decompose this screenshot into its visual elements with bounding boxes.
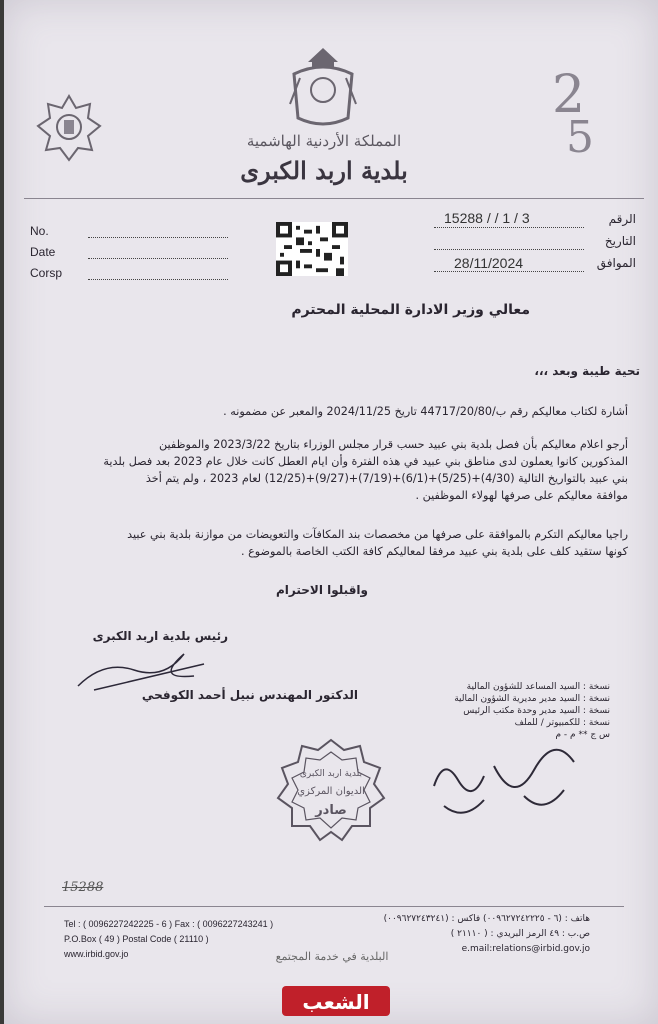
greeting: تحية طيبة وبعد ،،، bbox=[534, 364, 640, 378]
qr-code bbox=[276, 222, 348, 276]
cc-item: نسخة : للكمبيوتر / للملف bbox=[514, 718, 610, 728]
reference-number: 15288 / / 1 / 3 bbox=[444, 210, 530, 226]
paragraph-2-line-3: بني عبيد بالتواريخ التالية (4/30)+(5/25)+(6/1)+(7/19)+(9/27)+(12/25) لعام 2023 ، ولم يتم أخذ bbox=[145, 472, 628, 485]
closing-line: واقبلوا الاحترام bbox=[275, 583, 368, 597]
header-divider bbox=[24, 198, 644, 199]
en-no-label: No. bbox=[30, 224, 49, 238]
footer-ar-phone: هاتف : (٦ - ٠٠٩٦٢٧٢٤٢٢٢٥) فاكس : (٠٠٩٦٢٧٢٤٣٢٤١) bbox=[383, 914, 590, 924]
letter-page bbox=[4, 0, 658, 1024]
number-line bbox=[434, 226, 584, 228]
svg-text:5: 5 bbox=[566, 112, 594, 163]
stamp-line-1: بلدية اربد الكبرى bbox=[299, 769, 363, 779]
en-corsp-label: Corsp bbox=[30, 266, 63, 280]
footer-motto: البلدية في خدمة المجتمع bbox=[275, 950, 389, 963]
footer-ar-postal: ص.ب : ٤٩ الرمز البريدي : ( ٢١١١٠ ) bbox=[450, 929, 590, 939]
cc-item: نسخة : السيد المساعد للشؤون المالية bbox=[466, 682, 610, 692]
paragraph-1: أشارة لكتاب معاليكم رقم ب/44717/20/80 تاريخ 2024/11/25 والمعبر عن مضمونه . bbox=[223, 405, 628, 418]
kingdom-title: المملكة الأردنية الهاشمية bbox=[246, 132, 402, 150]
footer-english bbox=[64, 917, 294, 962]
en-date-label: Date bbox=[30, 245, 56, 259]
footer-divider bbox=[44, 906, 624, 907]
footer-en-postal: P.O.Box ( 49 ) Postal Code ( 21110 ) bbox=[64, 934, 209, 944]
municipality-emblem bbox=[36, 94, 102, 174]
paragraph-2-line-4: موافقة معاليكم على صرفها لهولاء الموظفين . bbox=[415, 489, 628, 502]
handwritten-number: 15288 bbox=[62, 880, 104, 895]
svg-text:2: 2 bbox=[552, 65, 586, 125]
date-line bbox=[434, 248, 584, 250]
ar-number-label: الرقم bbox=[608, 212, 636, 226]
stamp-line-3: صادر bbox=[315, 803, 347, 818]
cc-item: س ج ** م - م bbox=[555, 730, 610, 740]
en-no-line bbox=[88, 236, 228, 238]
news-watermark-logo bbox=[276, 980, 396, 1020]
paragraph-3-line-2: كونها ستقيد كلف على بلدية بني عبيد مرفقا لمعاليكم كافة الكتب الخاصة بالموضوع . bbox=[240, 545, 628, 558]
recipient-line: معالي وزير الادارة المحلية المحترم bbox=[291, 302, 530, 318]
ar-date-label: التاريخ bbox=[604, 234, 636, 248]
official-stamp bbox=[272, 736, 390, 846]
handwritten-annotation bbox=[424, 746, 594, 826]
signatory-title: رئيس بلدية اربد الكبرى bbox=[92, 629, 228, 643]
paragraph-2-line-2: المذكورين كانوا يعملون لدى مناطق بني عبيد في هذه الفترة وأن ايام العطل كانت خلال عام 2023 بعد فصل بلدية bbox=[103, 455, 628, 468]
en-corsp-line bbox=[88, 278, 228, 280]
en-date-line bbox=[88, 257, 228, 259]
ar-corresponding-label: الموافق bbox=[596, 256, 636, 270]
footer-en-web: www.irbid.gov.jo bbox=[64, 949, 129, 959]
cc-item: نسخة : السيد مدير وحدة مكتب الرئيس bbox=[463, 706, 610, 716]
signatory-name: الدكتور المهندس نبيل أحمد الكوفحي bbox=[141, 688, 358, 702]
stamp-line-2: الديوان المركزي bbox=[297, 786, 365, 797]
paragraph-2-line-1: أرجو اعلام معاليكم بأن فصل بلدية بني عبيد حسب قرار مجلس الوزراء بتاريخ 2023/3/22 والموظفين bbox=[159, 438, 628, 451]
footer-ar-email: e.mail:relations@irbid.gov.jo bbox=[461, 944, 590, 954]
watermark-text: الشعب bbox=[302, 990, 370, 1014]
municipality-title: بلدية اربد الكبرى bbox=[240, 156, 408, 185]
cc-item: نسخة : السيد مدير مديرية الشؤون المالية bbox=[454, 694, 610, 704]
cc-list bbox=[370, 681, 610, 741]
footer-en-phone: Tel : ( 0096227242225 - 6 ) Fax : ( 0096227243241 ) bbox=[64, 919, 274, 929]
corresponding-date: 28/11/2024 bbox=[454, 255, 524, 271]
anniversary-emblem bbox=[544, 52, 614, 172]
paragraph-3-line-1: راجيا معاليكم التكرم بالموافقة على صرفها من مخصصات بند المكافآت والتعويضات من موازنة بلدية بني عبيد bbox=[127, 528, 628, 541]
royal-crest-icon bbox=[288, 44, 358, 130]
